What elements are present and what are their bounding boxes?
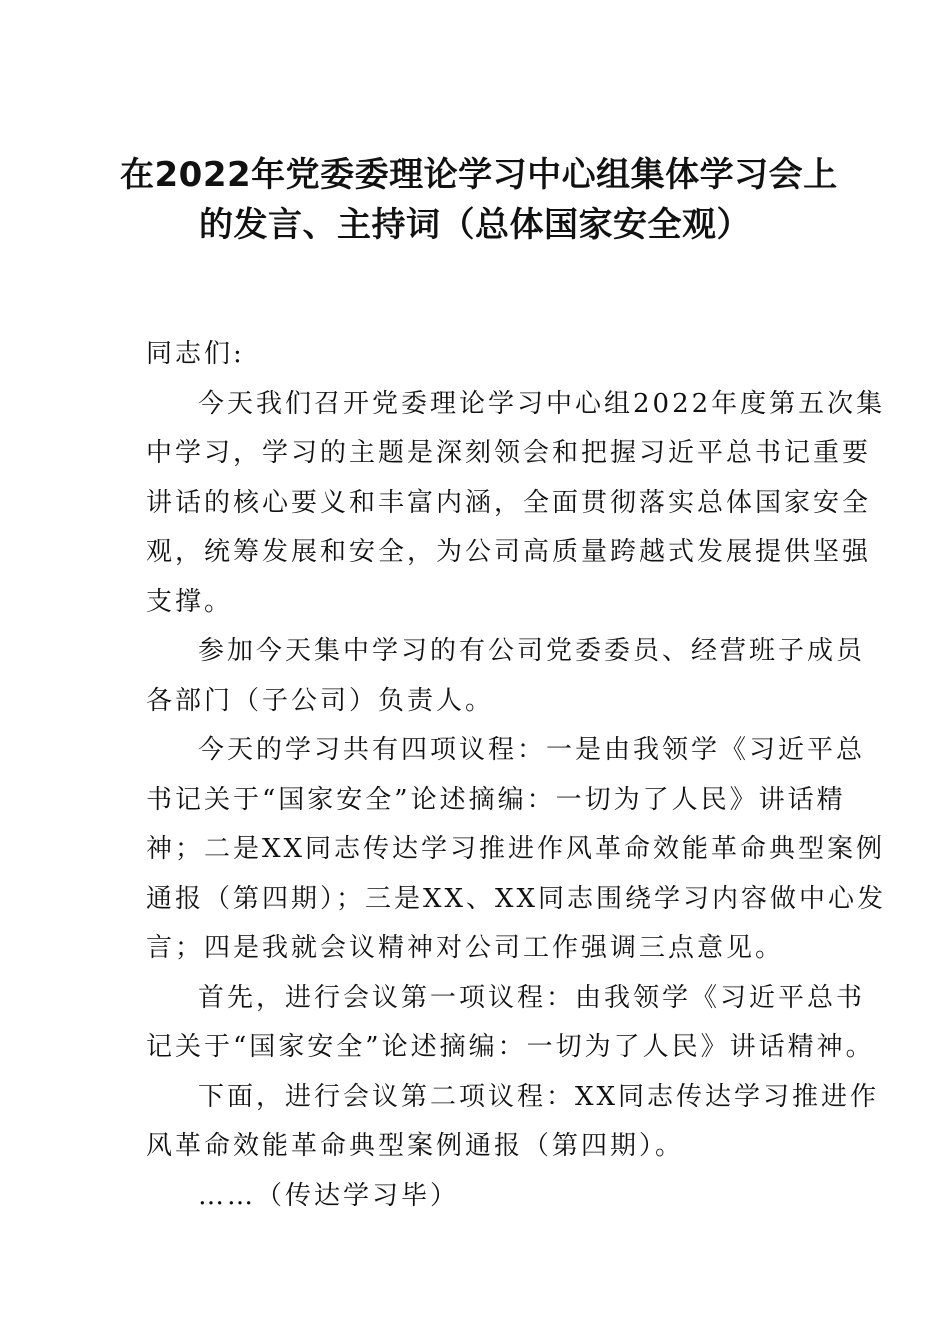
body-line: 观，统筹发展和安全，为公司高质量跨越式发展提供坚强 <box>146 537 872 567</box>
body-line: ……（传达学习毕） <box>198 1180 460 1211</box>
body-line: 中学习，学习的主题是深刻领会和把握习近平总书记重要 <box>146 438 872 468</box>
body-line: 通报（第四期）；三是XX、XX同志围绕学习内容做中心发 <box>146 883 887 914</box>
body-line: 讲话的核心要义和丰富内涵，全面贯彻落实总体国家安全 <box>146 487 872 518</box>
body-line: 书记关于“国家安全”论述摘编：一切为了人民》讲话精 <box>146 784 846 815</box>
body-line: 记关于“国家安全”论述摘编：一切为了人民》讲话精神。 <box>146 1032 875 1062</box>
document-body <box>146 330 887 1221</box>
salutation: 同志们: <box>146 339 245 369</box>
title-line-1: 在2022年党委委理论学习中心组集体学习会上 <box>120 155 838 195</box>
body-line: 今天的学习共有四项议程：一是由我领学《习近平总 <box>198 735 866 765</box>
body-line: 言；四是我就会议精神对公司工作强调三点意见。 <box>146 933 785 963</box>
body-line: 支撑。 <box>146 586 234 617</box>
body-line: 下面，进行会议第二项议程：XX同志传达学习推进作 <box>198 1081 880 1112</box>
body-line: 参加今天集中学习的有公司党委委员、经营班子成员 <box>198 636 866 666</box>
body-line: 首先，进行会议第一项议程：由我领学《习近平总书 <box>198 982 866 1013</box>
body-line: 各部门（子公司）负责人。 <box>146 685 495 716</box>
body-line: 神；二是XX同志传达学习推进作风革命效能革命典型案例 <box>146 834 886 864</box>
body-line: 风革命效能革命典型案例通报（第四期）。 <box>146 1131 685 1161</box>
document-title <box>120 150 838 250</box>
body-line: 今天我们召开党委理论学习中心组2022年度第五次集 <box>198 388 886 419</box>
title-line-2: 的发言、主持词（总体国家安全观） <box>199 205 751 245</box>
